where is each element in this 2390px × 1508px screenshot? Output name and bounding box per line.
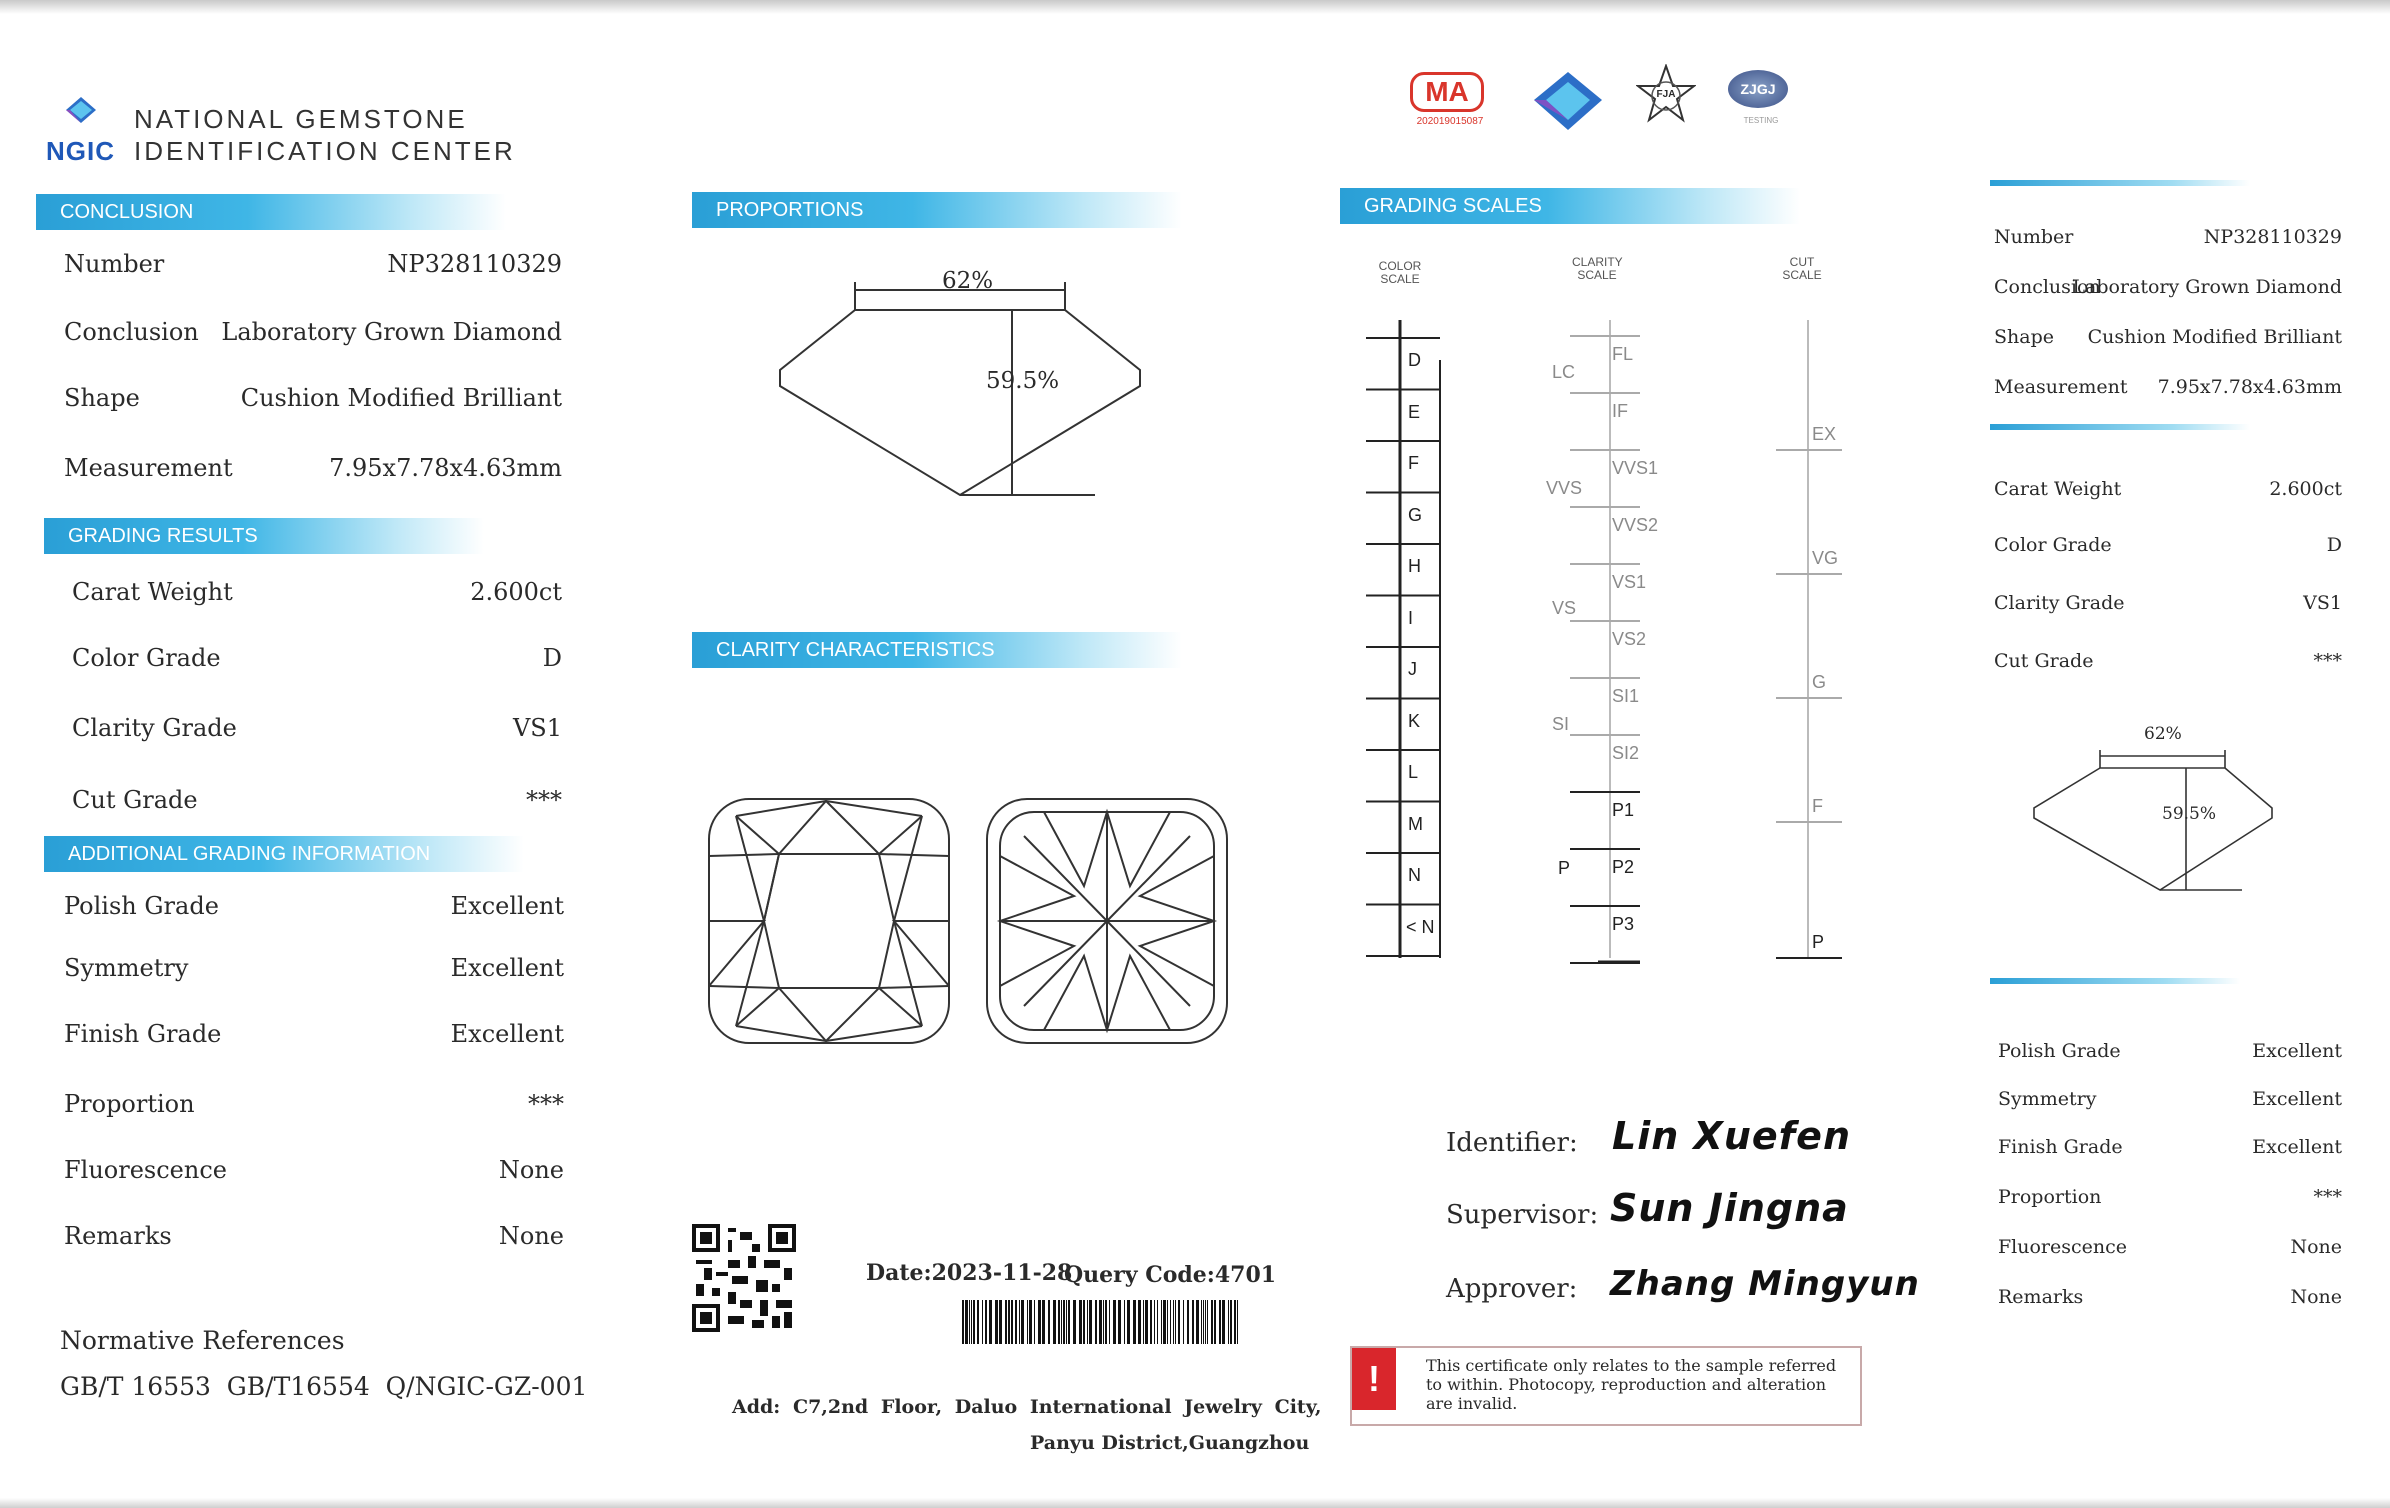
clarity-scale-label: CLARITY SCALE <box>1572 255 1623 282</box>
normative-refs: GB/T 16553 GB/T16554 Q/NGIC-GZ-001 <box>60 1372 588 1401</box>
grading-results-banner: GRADING RESULTS <box>44 518 484 554</box>
row-value: Excellent <box>2252 1040 2342 1062</box>
barcode-bar <box>1087 1300 1088 1344</box>
barcode-bar <box>1143 1300 1144 1344</box>
row-value: Excellent <box>2252 1088 2342 1110</box>
additional-info-banner: ADDITIONAL GRADING INFORMATION <box>44 836 524 872</box>
address-line1: Add: C7,2nd Floor, Daluo International Jewelry City, <box>732 1396 1322 1418</box>
summary-divider-top <box>1990 180 2250 186</box>
barcode-bar <box>1061 1300 1062 1344</box>
row-label: Shape <box>64 384 140 412</box>
row-label: Polish Grade <box>1998 1040 2121 1062</box>
barcode-bar <box>1145 1300 1148 1344</box>
barcode-bar <box>1089 1300 1092 1344</box>
clarity-grade-label: VVS2 <box>1612 515 1659 535</box>
row-label: Finish Grade <box>64 1020 222 1048</box>
row-value: *** <box>2313 1186 2342 1208</box>
cut-grade-label: F <box>1812 796 1823 816</box>
org-name-line1: NATIONAL GEMSTONE <box>134 104 468 134</box>
cut-grade-label: G <box>1812 672 1827 692</box>
row-label: Symmetry <box>64 954 189 982</box>
row-label: Number <box>64 250 165 278</box>
proportions-banner: PROPORTIONS <box>692 192 1182 228</box>
barcode-bar <box>1203 1300 1204 1344</box>
clarity-plot-pavilion <box>984 796 1230 1046</box>
color-scale-label: COLOR SCALE <box>1378 259 1422 286</box>
barcode-bar <box>1021 1300 1024 1344</box>
cma-mark <box>1402 72 1498 136</box>
row-value: Laboratory Grown Diamond <box>2072 276 2342 298</box>
row-value: 7.95x7.78x4.63mm <box>2157 376 2342 398</box>
barcode-bar <box>1042 1300 1045 1344</box>
barcode-bar <box>1230 1300 1232 1344</box>
barcode-bar <box>1029 1300 1032 1344</box>
row-value: None <box>2290 1286 2342 1308</box>
barcode-bar <box>1187 1300 1189 1344</box>
barcode-bar <box>1219 1300 1221 1344</box>
barcode-bar <box>999 1300 1002 1344</box>
color-grade-label: M <box>1408 813 1423 834</box>
row-label: Proportion <box>64 1090 195 1118</box>
barcode-bar <box>977 1300 979 1344</box>
row-label: Cut Grade <box>72 786 198 814</box>
row-value: 7.95x7.78x4.63mm <box>329 454 562 482</box>
barcode-bar <box>1161 1300 1162 1344</box>
clarity-characteristics-banner: CLARITY CHARACTERISTICS <box>692 632 1182 668</box>
row-value: 2.600ct <box>2269 478 2342 500</box>
row-value: 2.600ct <box>470 578 562 606</box>
clarity-grade-label: P1 <box>1612 800 1635 820</box>
clarity-group-label: P <box>1558 858 1571 878</box>
clarity-grade-label: P2 <box>1612 857 1635 877</box>
row-value: Excellent <box>450 892 564 920</box>
clarity-grade-label: SI2 <box>1612 743 1640 763</box>
summary-divider-mid <box>1990 424 2250 430</box>
identifier-label: Identifier: <box>1446 1128 1578 1158</box>
barcode-bar <box>969 1300 970 1344</box>
row-label: Number <box>1994 226 2074 248</box>
barcode-bar <box>1237 1300 1238 1344</box>
normative-title: Normative References <box>60 1326 345 1355</box>
fja-text: FJA <box>1656 89 1676 100</box>
barcode-bar <box>1228 1300 1229 1344</box>
color-grade-label: E <box>1408 401 1421 422</box>
clarity-grade-label: FL <box>1612 344 1634 364</box>
barcode-bar <box>1011 1300 1013 1344</box>
color-grade-label: H <box>1408 556 1421 576</box>
disclaimer-text: This certificate only relates to the sample referred to within. Photocopy, reproduction and alteration are invalid. <box>1426 1356 1837 1413</box>
row-label: Finish Grade <box>1998 1136 2123 1158</box>
barcode-bar <box>1127 1300 1130 1344</box>
row-label: Fluorescence <box>1998 1236 2128 1258</box>
color-grade-label: J <box>1408 659 1417 679</box>
clarity-group-label: SI <box>1552 714 1570 734</box>
row-label: Color Grade <box>72 644 221 672</box>
row-value: Cushion Modified Brilliant <box>240 384 562 412</box>
barcode-bar <box>1027 1300 1028 1344</box>
barcode-bar <box>1099 1300 1102 1344</box>
approver-label: Approver: <box>1446 1274 1578 1304</box>
cut-grade-label: P <box>1812 932 1825 952</box>
barcode-bar <box>982 1300 983 1344</box>
row-label: Shape <box>1994 326 2054 348</box>
clarity-grade-label: P3 <box>1612 914 1635 934</box>
clarity-grade-label: VVS1 <box>1612 458 1659 478</box>
clarity-plot-crown <box>706 796 952 1046</box>
cma-logo-icon <box>1410 72 1484 112</box>
row-value: Excellent <box>2252 1136 2342 1158</box>
summary-depth-label: 59.5% <box>2162 804 2217 824</box>
proportions-depth-label: 59.5% <box>986 368 1060 394</box>
row-value: VS1 <box>2303 592 2342 614</box>
clarity-grade-label: IF <box>1612 401 1628 421</box>
row-value: *** <box>528 1090 564 1118</box>
grading-scales-banner: GRADING SCALES <box>1340 188 1800 224</box>
color-grade-label: N <box>1408 865 1421 885</box>
barcode-bar <box>1178 1300 1180 1344</box>
row-value: None <box>498 1156 564 1184</box>
barcode-bar <box>1019 1300 1020 1344</box>
barcode-bar <box>971 1300 972 1344</box>
certificate-date: Date:2023-11-28 <box>866 1260 1073 1286</box>
barcode-bar <box>1103 1300 1104 1344</box>
barcode-bar <box>1079 1300 1082 1344</box>
summary-divider-bottom <box>1990 978 2240 984</box>
page-top-edge <box>0 0 2390 14</box>
row-label: Carat Weight <box>72 578 233 606</box>
row-label: Polish Grade <box>64 892 219 920</box>
cut-grade-label: EX <box>1812 424 1837 444</box>
barcode-bar <box>1222 1300 1225 1344</box>
barcode-bar <box>1196 1300 1199 1344</box>
row-label: Cut Grade <box>1994 650 2094 672</box>
clarity-grade-label: SI1 <box>1612 686 1640 706</box>
barcode-bar <box>1105 1300 1107 1344</box>
barcode-bar <box>1207 1300 1208 1344</box>
identifier-signature: Lin Xuefen <box>1612 1114 1852 1158</box>
row-value: VS1 <box>512 714 562 742</box>
disclaimer-box <box>1350 1346 1862 1426</box>
row-label: Clarity Grade <box>1994 592 2125 614</box>
row-label: Measurement <box>64 454 233 482</box>
barcode-bar <box>1234 1300 1236 1344</box>
barcode-bar <box>1068 1300 1070 1344</box>
clarity-grade-label: VS2 <box>1612 629 1647 649</box>
barcode-bar <box>1183 1300 1184 1344</box>
barcode-bar <box>985 1300 987 1344</box>
barcode-bar <box>1173 1300 1174 1344</box>
barcode-bar <box>1034 1300 1035 1344</box>
cut-scale-label: CUT SCALE <box>1782 255 1822 282</box>
barcode-bar <box>1038 1300 1041 1344</box>
supervisor-label: Supervisor: <box>1446 1200 1599 1230</box>
zjgj-text: ZJGJ <box>1740 81 1776 97</box>
warning-icon: ! <box>1352 1348 1396 1410</box>
qr-code[interactable] <box>692 1224 796 1332</box>
clarity-grade-label: VS1 <box>1612 572 1647 592</box>
barcode-bar <box>1008 1300 1010 1344</box>
row-value: Cushion Modified Brilliant <box>2087 326 2342 348</box>
ngic-logo-text: NGIC <box>46 136 115 166</box>
row-value: D <box>542 644 562 672</box>
barcode-bar <box>1053 1300 1056 1344</box>
barcode-bar <box>1175 1300 1176 1344</box>
clarity-group-label: VS <box>1552 598 1577 618</box>
row-value: None <box>498 1222 564 1250</box>
barcode-bar <box>1124 1300 1125 1344</box>
summary-proportions-diagram <box>2030 740 2280 900</box>
barcode-bar <box>1048 1300 1050 1344</box>
color-grade-label: D <box>1408 350 1421 370</box>
color-grade-label: G <box>1408 504 1423 525</box>
diamond-mark-icon <box>1532 70 1604 132</box>
color-grade-label: < N <box>1406 916 1435 937</box>
barcode-bar <box>1118 1300 1121 1344</box>
barcode-bar <box>965 1300 968 1344</box>
cut-grade-label: VG <box>1812 548 1839 568</box>
barcode-bar <box>1205 1300 1206 1344</box>
summary-table-label: 62% <box>2144 724 2182 744</box>
zjgj-logo-icon <box>1728 70 1788 108</box>
barcode-bar <box>1015 1300 1017 1344</box>
query-code: Query Code:4701 <box>1064 1262 1277 1288</box>
color-grade-label: K <box>1408 710 1421 731</box>
row-value: NP328110329 <box>387 250 562 278</box>
barcode-bar <box>989 1300 992 1344</box>
row-value: *** <box>526 786 562 814</box>
barcode-bar <box>1214 1300 1216 1344</box>
cma-text: MA <box>1425 76 1469 107</box>
row-label: Fluorescence <box>64 1156 227 1184</box>
zjgj-sub: TESTING <box>1743 116 1779 125</box>
color-grade-label: I <box>1408 607 1414 628</box>
row-label: Clarity Grade <box>72 714 237 742</box>
conclusion-banner: CONCLUSION <box>36 194 506 230</box>
row-label: Measurement <box>1994 376 2128 398</box>
row-value: NP328110329 <box>2203 226 2342 248</box>
row-value: Excellent <box>450 954 564 982</box>
barcode-bar <box>1113 1300 1116 1344</box>
fja-mark <box>1636 64 1696 126</box>
grading-scales-graphic <box>1360 300 1860 980</box>
barcode-bar <box>973 1300 975 1344</box>
barcode-bar <box>1154 1300 1155 1344</box>
row-label: Conclusion <box>64 318 199 346</box>
proportions-table-label: 62% <box>942 268 994 294</box>
row-value: Laboratory Grown Diamond <box>221 318 562 346</box>
barcode-bar <box>1005 1300 1007 1344</box>
row-label: Carat Weight <box>1994 478 2122 500</box>
row-label: Symmetry <box>1998 1088 2097 1110</box>
barcode-bar <box>1138 1300 1141 1344</box>
barcode-bar <box>1201 1300 1202 1344</box>
zjgj-mark <box>1728 70 1794 136</box>
barcode-bar <box>1157 1300 1158 1344</box>
barcode-bar <box>1167 1300 1168 1344</box>
barcode-bar <box>1058 1300 1060 1344</box>
row-label: Conclusion <box>1994 276 2101 298</box>
barcode-bar <box>1109 1300 1110 1344</box>
barcode-bar <box>1211 1300 1213 1344</box>
clarity-group-label: VVS <box>1546 478 1583 498</box>
page-bottom-edge <box>0 1498 2390 1508</box>
barcode-bar <box>1063 1300 1065 1344</box>
row-value: *** <box>2313 650 2342 672</box>
supervisor-signature: Sun Jingna <box>1610 1186 1849 1230</box>
barcode-bar <box>1095 1300 1097 1344</box>
clarity-group-label: LC <box>1552 362 1576 382</box>
barcode-bar <box>1066 1300 1067 1344</box>
proportions-diagram <box>760 260 1160 510</box>
row-label: Color Grade <box>1994 534 2112 556</box>
barcode-bar <box>1083 1300 1085 1344</box>
address-line2: Panyu District,Guangzhou <box>1030 1432 1310 1454</box>
barcode-bar <box>1073 1300 1076 1344</box>
row-label: Remarks <box>64 1222 172 1250</box>
barcode-bar <box>1170 1300 1171 1344</box>
approver-signature: Zhang Mingyun <box>1610 1264 1920 1304</box>
color-grade-label: L <box>1408 762 1419 782</box>
row-value: D <box>2326 534 2342 556</box>
barcode-bar <box>1150 1300 1152 1344</box>
row-label: Proportion <box>1998 1186 2102 1208</box>
row-label: Remarks <box>1998 1286 2084 1308</box>
barcode-bar <box>962 1300 964 1344</box>
row-value: Excellent <box>450 1020 564 1048</box>
barcode <box>962 1300 1242 1344</box>
barcode-bar <box>995 1300 998 1344</box>
cma-number: 202019015087 <box>1416 116 1484 127</box>
barcode-bar <box>1192 1300 1194 1344</box>
color-grade-label: F <box>1408 453 1419 473</box>
barcode-bar <box>1163 1300 1166 1344</box>
org-name-line2: IDENTIFICATION CENTER <box>134 136 516 166</box>
barcode-bar <box>1133 1300 1136 1344</box>
row-value: None <box>2290 1236 2342 1258</box>
